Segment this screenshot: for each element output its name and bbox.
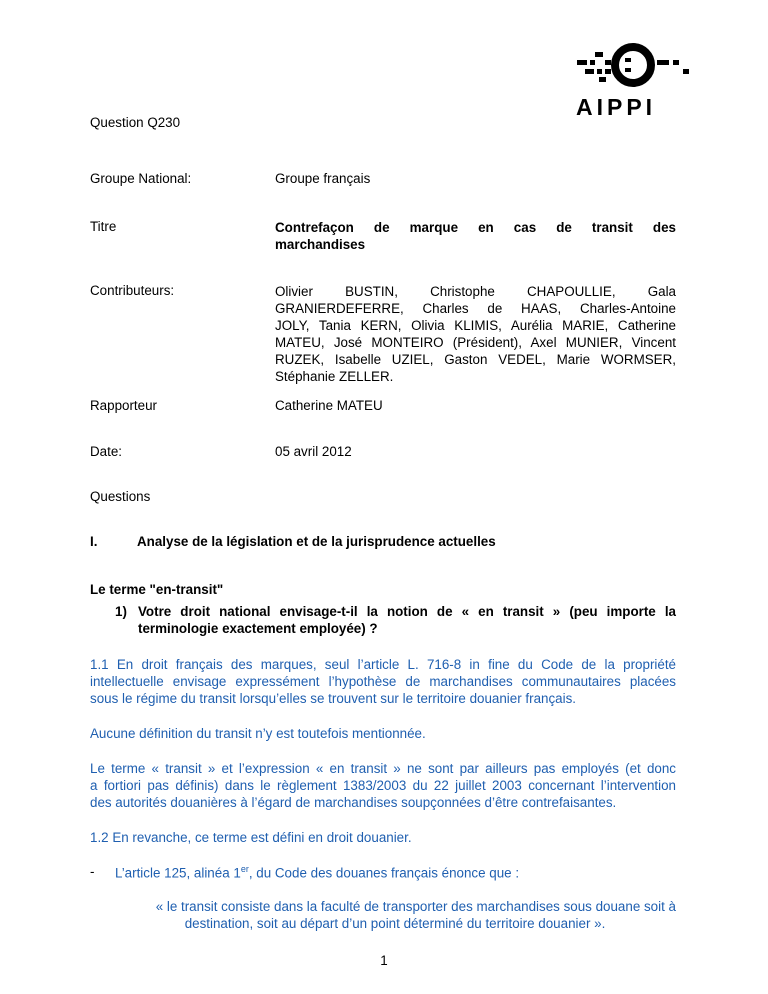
- contributors-line: JOLY, Tania KERN, Olivia KLIMIS, Aurélia MARIE, Catherine: [275, 318, 676, 333]
- aippi-logo: [575, 40, 695, 122]
- field-label-date: Date:: [90, 444, 123, 459]
- field-value-titre-line2: marchandises: [275, 237, 366, 252]
- quote-line1: « le transit consiste dans la faculté de transporter des marchandises sous douane soit à: [155, 899, 676, 914]
- answer-1-1-line: intellectuelle envisage expressément l’hypothèse de marchandises communautaires placées: [90, 674, 676, 689]
- questions-heading: Questions: [90, 489, 151, 504]
- answer-1-1-line: sous le régime du transit lorsqu’elles se trouvent sur le territoire douanier français.: [90, 691, 577, 706]
- aippi-logo-mark: [575, 40, 695, 90]
- field-label-titre: Titre: [90, 219, 117, 234]
- answer-1-2: 1.2 En revanche, ce terme est défini en droit douanier.: [90, 830, 412, 845]
- bullet-text-post: , du Code des douanes français énonce que :: [248, 865, 520, 881]
- field-label-contributeurs: Contributeurs:: [90, 283, 175, 298]
- contributors-line: Olivier BUSTIN, Christophe CHAPOULLIE, Gala: [275, 284, 676, 299]
- field-label-rapporteur: Rapporteur: [90, 398, 157, 413]
- contributors-line: RUZEK, Isabelle UZIEL, Gaston VEDEL, Marie WORMSER,: [275, 352, 676, 367]
- contributors-line: MATEU, José MONTEIRO (Président), Axel MUNIER, Vincent: [275, 335, 676, 350]
- answer-no-definition: Aucune définition du transit n’y est toutefois mentionnée.: [90, 726, 426, 741]
- field-value-groupe: Groupe français: [275, 171, 371, 186]
- bullet-dash: -: [90, 864, 95, 879]
- question-1-line1: Votre droit national envisage-t-il la notion de « en transit » (peu importe la: [138, 604, 676, 619]
- quote-line2: destination, soit au départ d’un point déterminé du territoire douanier ».: [184, 916, 606, 931]
- section-number: I.: [90, 534, 98, 549]
- question-id: Question Q230: [90, 115, 181, 130]
- question-1-number: 1): [115, 604, 127, 619]
- field-value-rapporteur: Catherine MATEU: [275, 398, 383, 413]
- field-label-groupe: Groupe National:: [90, 171, 192, 186]
- answer-1-1-line: 1.1 En droit français des marques, seul l’article L. 716-8 in fine du Code de la propriété: [90, 657, 676, 672]
- bullet-text-pre: L’article 125, alinéa 1: [115, 865, 241, 881]
- answer-regulation-line: a fortiori pas définis) dans le règlement 1383/2003 du 22 juillet 2003 concernant l’intervention: [90, 778, 676, 793]
- answer-regulation-line: des autorités douanières à l’égard de marchandises soupçonnées d’être contrefaisantes.: [90, 795, 617, 810]
- section-title: Analyse de la législation et de la jurisprudence actuelles: [137, 534, 496, 549]
- bullet-article-125: [115, 864, 519, 880]
- field-value-titre-line1: Contrefaçon de marque en cas de transit des: [275, 220, 676, 235]
- answer-regulation-line: Le terme « transit » et l’expression « en transit » ne sont par ailleurs pas employés (et donc: [90, 761, 676, 776]
- contributors-line: Stéphanie ZELLER.: [275, 369, 394, 384]
- question-1-line2: terminologie exactement employée) ?: [138, 621, 378, 636]
- subheading-en-transit: Le terme "en-transit": [90, 582, 224, 597]
- page-number: 1: [380, 953, 388, 968]
- aippi-logo-text: AIPPI: [576, 94, 657, 120]
- field-value-date: 05 avril 2012: [275, 444, 352, 459]
- contributors-line: GRANIERDEFERRE, Charles de HAAS, Charles-Antoine: [275, 301, 676, 316]
- bullet-superscript: er: [240, 864, 249, 874]
